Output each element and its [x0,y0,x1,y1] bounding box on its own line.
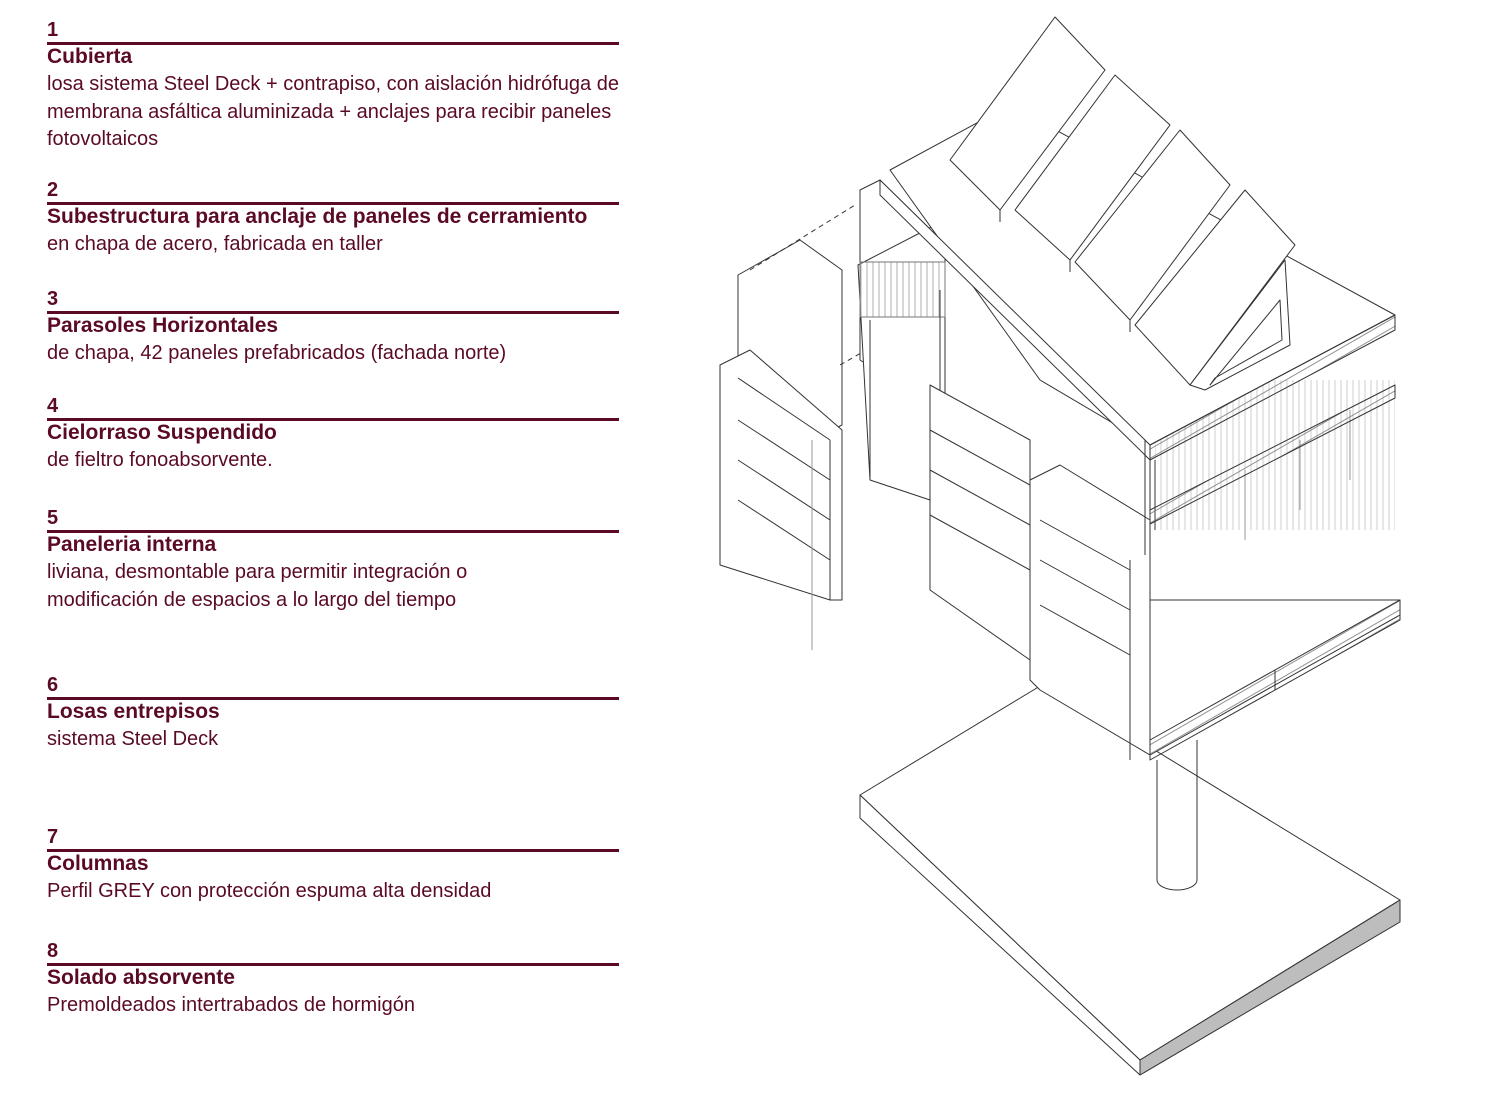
legend-item-4 [47,395,647,471]
legend-item-2 [47,179,647,255]
floor-slab [1150,600,1400,760]
item-number: 2 [47,179,59,201]
left-panels [720,205,875,650]
legend-item-1 [47,19,647,150]
legend-item-8 [47,940,647,1016]
item-number: 5 [47,507,59,529]
item-description: de chapa, 42 paneles prefabricados (fachada norte) [47,342,507,364]
axonometric-drawing [690,0,1500,1108]
item-description: sistema Steel Deck [47,728,219,750]
item-title: Solado absorvente [47,966,235,989]
item-description: Perfil GREY con protección espuma alta densidad [47,880,492,902]
item-number: 8 [47,940,59,962]
item-description: de fieltro fonoabsorvente. [47,449,273,471]
item-title: Parasoles Horizontales [47,314,279,337]
item-number: 4 [47,395,59,417]
legend-item-5 [47,507,647,611]
item-number: 7 [47,826,59,848]
component-legend [0,0,660,1108]
item-number: 1 [47,19,59,41]
building-axonometric [690,0,1500,1108]
item-description: liviana, desmontable para permitir integración o modificación de espacios a lo largo del tiempo [47,561,468,611]
item-title: Paneleria interna [47,533,217,556]
item-title: Cubierta [47,45,133,68]
item-description: Premoldeados intertrabados de hormigón [47,994,415,1016]
item-number: 6 [47,674,59,696]
item-description: losa sistema Steel Deck + contrapiso, con aislación hidrófuga de membrana asfáltica aluminizada + anclajes para recibir paneles fotovoltaicos [47,73,619,150]
item-title: Columnas [47,852,149,875]
item-title: Cielorraso Suspendido [47,421,277,444]
item-title: Losas entrepisos [47,700,220,723]
legend-item-7 [47,826,647,902]
item-description: en chapa de acero, fabricada en taller [47,233,383,255]
legend-item-6 [47,674,647,750]
divider [47,42,619,45]
legend-item-3 [47,288,647,364]
item-title: Subestructura para anclaje de paneles de cerramiento [47,205,588,228]
item-number: 3 [47,288,59,310]
